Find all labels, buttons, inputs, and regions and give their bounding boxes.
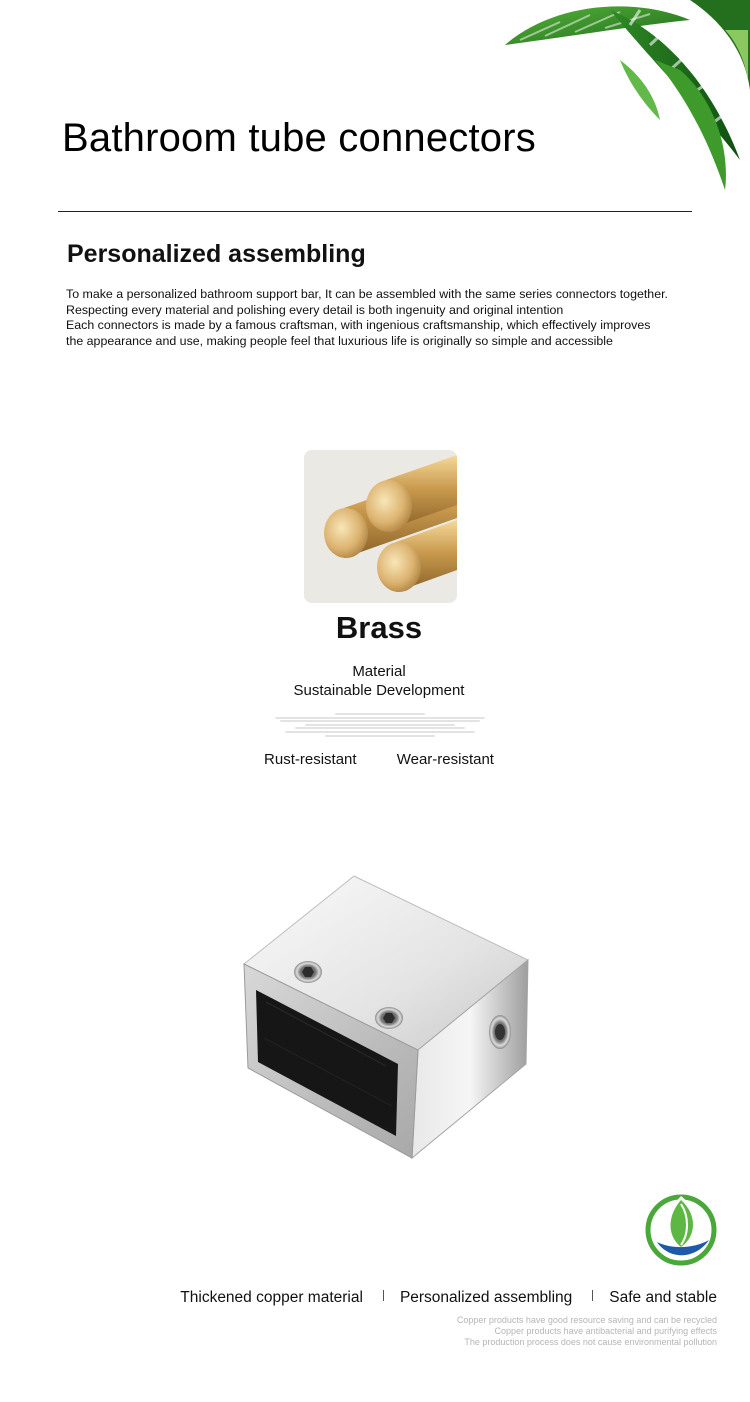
bottom-notes: [457, 1315, 717, 1348]
material-name: Brass: [335, 610, 423, 645]
note-line: Copper products have good resource saving and can be recycled: [456, 1315, 717, 1325]
eco-leaf-icon: [643, 1190, 719, 1266]
intro-line: Respecting every material and polishing every detail is both ingenuity and original intention: [66, 302, 564, 317]
material-subtitle-line: Sustainable Development: [293, 682, 465, 699]
intro-text: [66, 287, 706, 349]
feature-separator: [383, 1290, 384, 1301]
feature-personalized-assembling: Personalized assembling: [399, 1289, 573, 1306]
intro-line: Each connectors is made by a famous craftsman, with ingenious craftsmanship, which effectively improves: [66, 318, 651, 332]
bottom-features: [180, 1289, 717, 1307]
feature-separator: [592, 1290, 593, 1301]
title-divider: [58, 211, 692, 212]
material-subtitle-line: Material: [352, 663, 406, 680]
note-line: The production process does not cause environmental pollution: [464, 1337, 717, 1347]
intro-line: To make a personalized bathroom support bar, It can be assembled with the same series connectors together.: [66, 287, 668, 301]
brass-rods-image: [304, 450, 457, 603]
intro-line: the appearance and use, making people feel that luxurious life is originally so simple and accessible: [66, 333, 613, 348]
note-line: Copper products have antibacterial and purifying effects: [494, 1326, 717, 1336]
feature-rust-resistant: Rust-resistant: [264, 751, 357, 768]
feature-thickened-copper: Thickened copper material: [180, 1289, 363, 1306]
section-subtitle: Personalized assembling: [67, 240, 366, 268]
feature-safe-stable: Safe and stable: [609, 1289, 717, 1306]
material-features: [0, 751, 750, 768]
page-title: Bathroom tube connectors: [62, 116, 536, 160]
tube-connector-icon: [236, 868, 536, 1164]
material-subtitle: [0, 662, 750, 700]
palm-leaves-icon: [490, 0, 750, 200]
feature-wear-resistant: Wear-resistant: [396, 751, 494, 768]
brass-rods-icon: [304, 450, 457, 603]
faint-text-lines: [275, 713, 485, 737]
